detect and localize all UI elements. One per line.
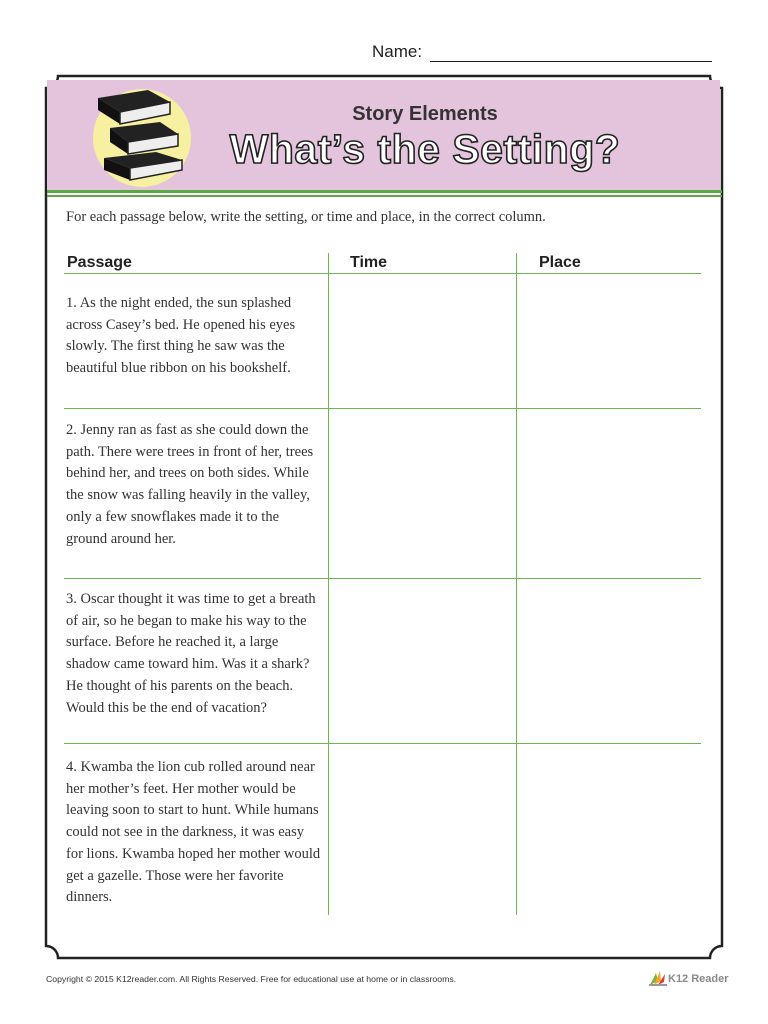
row-divider — [64, 408, 701, 409]
k12reader-logo-icon — [648, 969, 668, 987]
table-row-2-time-cell[interactable] — [330, 410, 515, 577]
worksheet-subtitle: Story Elements — [352, 103, 498, 125]
instructions: For each passage below, write the setting, or time and place, in the correct column. — [66, 209, 546, 225]
stack-of-books-icon — [90, 84, 194, 188]
name-label: Name: — [372, 42, 423, 61]
table-row-4-place-cell[interactable] — [518, 745, 701, 915]
table-row-3-passage: 3. Oscar thought it was time to get a breath of air, so he began to make his way to the surface. Before he reached it, a large shadow came toward him. Was it a shark? He thought of his parents on the beach. Would this be the end of vacation? — [66, 591, 316, 716]
table-row-3-place-cell[interactable] — [518, 580, 701, 742]
header-divider-secondary — [47, 195, 722, 197]
k12reader-logo-text: K12 Reader — [668, 973, 729, 985]
table-row-1-time-cell[interactable] — [330, 275, 515, 407]
header-divider — [47, 190, 722, 193]
column-divider-place — [516, 253, 517, 915]
column-header-time: Time — [350, 254, 388, 271]
column-header-passage: Passage — [67, 254, 132, 271]
column-header-place: Place — [539, 254, 581, 271]
table-row-2-passage: 2. Jenny ran as fast as she could down the path. There were trees in front of her, trees behind her, and trees on both sides. While the snow was falling heavily in the valley, only a few snowflakes made it to the ground around her. — [66, 422, 314, 547]
table-row-3-time-cell[interactable] — [330, 580, 515, 742]
table-row-1-place-cell[interactable] — [518, 275, 701, 407]
table-row-4-time-cell[interactable] — [330, 745, 515, 915]
table-header-rule — [64, 273, 701, 274]
table-row-4-passage: 4. Kwamba the lion cub rolled around near her mother’s feet. Her mother would be leaving soon to start to hunt. While humans could not see in the darkness, it was easy for lions. Kwamba hoped her mother would get a gazelle. Those were her favorite dinners. — [66, 759, 321, 906]
table-row-2-place-cell[interactable] — [518, 410, 701, 577]
row-divider — [64, 578, 701, 579]
copyright-notice: Copyright © 2015 K12reader.com. All Rights Reserved. Free for educational use at home or in classrooms. — [46, 974, 457, 984]
row-divider — [64, 743, 701, 744]
column-divider-time — [328, 253, 329, 915]
worksheet-title: What’s the Setting? — [229, 126, 621, 172]
table-row-1-passage: 1. As the night ended, the sun splashed across Casey’s bed. He opened his eyes slowly. The first thing he saw was the beautiful blue ribbon on his bookshelf. — [66, 295, 296, 377]
